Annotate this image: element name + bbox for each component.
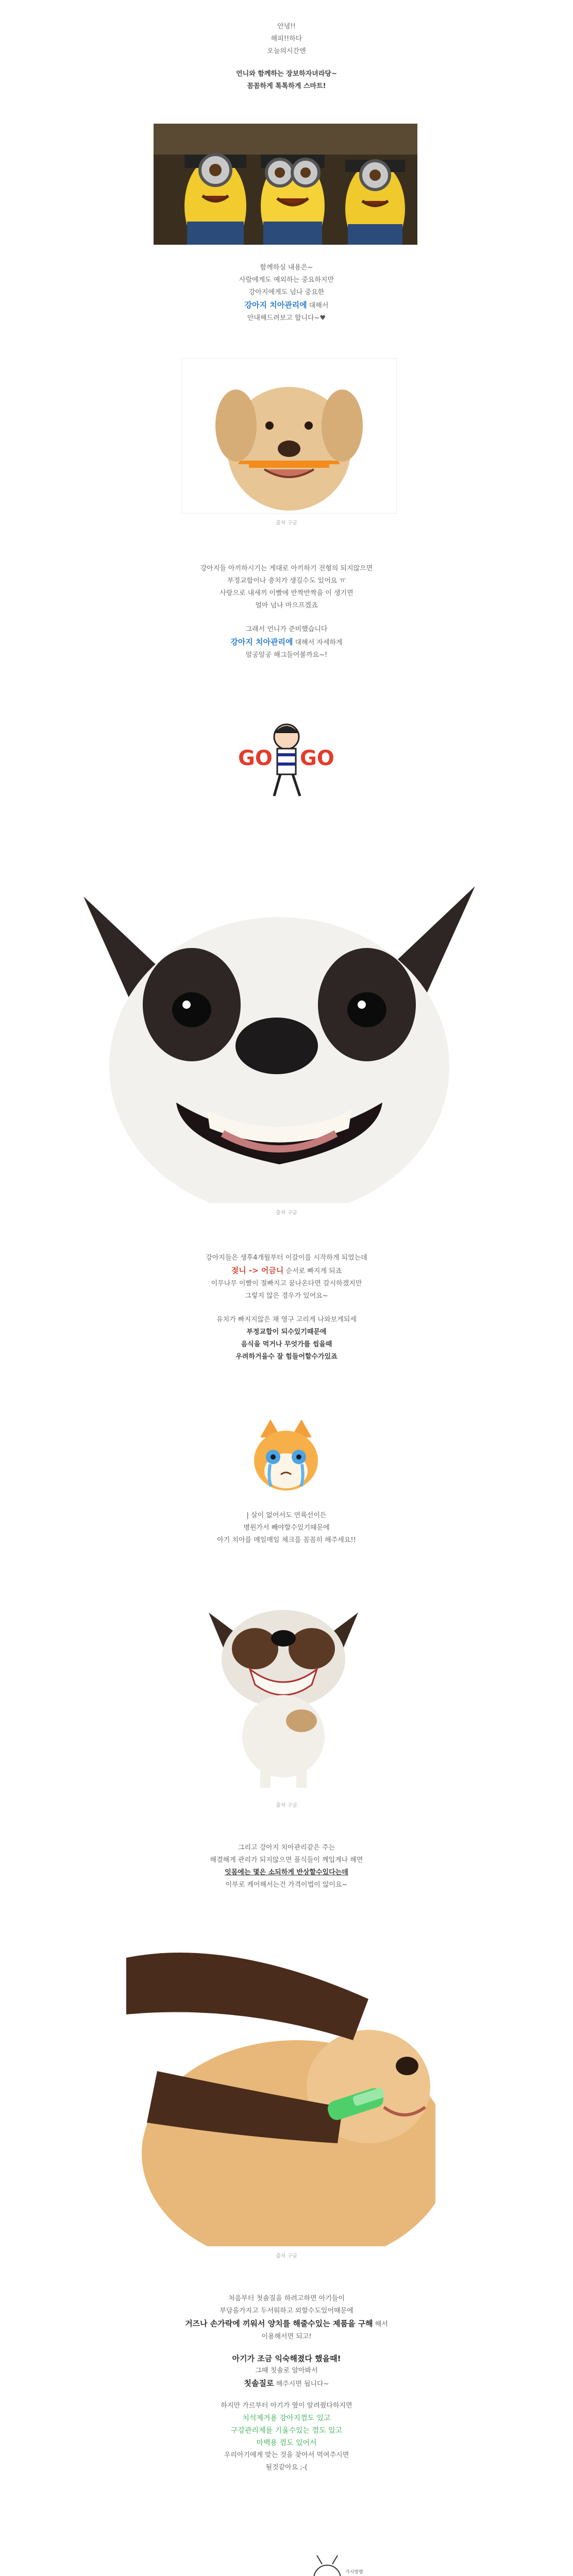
boston-terrier-smile-photo bbox=[73, 876, 485, 1203]
why-care-section bbox=[0, 563, 573, 662]
bold-suffix: 해서 bbox=[373, 2320, 388, 2328]
green-text: 구강관리제를 기울수있는 껌도 있고 bbox=[230, 2427, 343, 2435]
text-line: 이부로 케어해서는건 가격이법이 않이요~ bbox=[225, 1881, 348, 1889]
text-line: 유치가 빠지지않은 채 영구 고리게 나와보게되세 bbox=[216, 1316, 357, 1324]
question-heading: 아기가 조금 익숙해졌다 했을때! bbox=[232, 2354, 341, 2363]
bold-text: 거즈나 손가락에 끼워서 양치를 해줄수있는 제품을 구해 bbox=[185, 2319, 373, 2328]
labrador-toothbrush-photo bbox=[181, 358, 397, 514]
finger-brush-photo bbox=[126, 1937, 435, 2246]
text-line: 될것같아요 ;-( bbox=[265, 2464, 308, 2471]
intro-line: 안녕!! bbox=[277, 23, 296, 30]
brushing-tips-section bbox=[0, 2293, 573, 2474]
hand-drawing-illustration bbox=[196, 2553, 376, 2576]
text-line: | 살이 없어서도 연륙선이든 bbox=[246, 1512, 327, 1519]
minions-photo bbox=[154, 124, 417, 245]
intro-subtitle: 꼼꼼하게 톡톡하게 스마트! bbox=[247, 82, 326, 90]
highlight-text: 강아지 치아관리에 bbox=[244, 300, 307, 310]
drawing-label: 가시방향 bbox=[345, 2570, 363, 2575]
text-line: 얼마 넘나 마으프겠죠 bbox=[255, 602, 318, 609]
text-line: 그래서 언니가 준비했습니다 bbox=[245, 625, 328, 633]
text-line: 이용해서면 되고! bbox=[261, 2333, 312, 2341]
intro-section bbox=[0, 21, 573, 93]
bold-text: 칫솔질로 bbox=[244, 2379, 274, 2388]
gogo-sticker bbox=[233, 714, 340, 806]
jack-russell-teeth-photo bbox=[178, 1587, 389, 1793]
text-line: 강아지들은 생후4개월부터 이갈이를 시작하게 되었는데 bbox=[206, 1254, 367, 1262]
bold-line: 음식을 먹거나 무엇가를 씹을때 bbox=[241, 1341, 332, 1348]
checkup-section bbox=[0, 1510, 573, 1547]
bold-line: 우려하거을수 잘 힘들어할수가있죠 bbox=[235, 1353, 338, 1361]
image-caption: 출처 구글 bbox=[276, 1210, 297, 1216]
gum-disease-section bbox=[0, 1842, 573, 1891]
text-line: 강아지들 아끼하시기는 게대로 아끼하기 전형의 되지않으면 bbox=[200, 565, 373, 572]
image-caption: 출처 구글 bbox=[276, 1803, 297, 1808]
text-line: 병원가서 빼야할수있기때문에 bbox=[243, 1524, 330, 1532]
crying-cat-sticker bbox=[247, 1417, 325, 1494]
green-text: 치석제거용 강아지껌도 있고 bbox=[242, 2414, 331, 2422]
text-line: 안내해드려보고 합니다~♥ bbox=[247, 314, 326, 322]
underlined-text: 잇몸에는 몇은 소되하게 반상할수있다는데 bbox=[225, 1869, 348, 1876]
text-line: 이무나무 이빨이 절빠지고 꿈나온다면 갈시하겠지만 bbox=[211, 1280, 362, 1287]
teething-section bbox=[0, 1252, 573, 1363]
text-line: 아기 치아를 매일매일 체크를 꼼꼼히 해주세요!! bbox=[217, 1536, 356, 1544]
text-line: 해결해게 관리가 되지않으면 플식들이 께입게나 해면 bbox=[210, 1856, 363, 1864]
text-line: 부정교합이나 충치가 생길수도 있어요 ㅠ bbox=[227, 577, 346, 585]
text-line: 그렇지 않은 경우가 있어요~ bbox=[245, 1292, 328, 1300]
text-line: 하지만 가르부터 아기가 옆이 알려줬다하지면 bbox=[221, 2402, 352, 2410]
intro-care-section bbox=[0, 262, 573, 325]
text-line: 처음부터 첫솔질을 하려고하면 아기들이 bbox=[228, 2295, 345, 2302]
highlight-suffix: 대해서 자세하게 bbox=[293, 639, 343, 647]
text-line: 그때 칫솔로 알아봐서 bbox=[255, 2367, 318, 2375]
text-line: 사랑으로 내새끼 이빨에 반짝반짝을 이 생기면 bbox=[220, 589, 353, 597]
text-line: 우리아기에게 맞는 것을 찾아서 먹여주시면 bbox=[224, 2451, 349, 2459]
image-caption: 출처 구글 bbox=[276, 2253, 297, 2259]
bold-line: 부정교합이 되수있기때문에 bbox=[246, 1328, 327, 1336]
text-line: 강아지에게도 넘나 중요한 bbox=[248, 289, 325, 296]
go-text-left: GO bbox=[238, 747, 273, 770]
bold-suffix: 해주시면 됩니다~ bbox=[274, 2380, 329, 2388]
intro-line: 오늘의시간엔 bbox=[267, 47, 306, 55]
highlight-suffix: 대해서 bbox=[307, 302, 329, 310]
text-line: 사람에게도 예외하는 중요하지만 bbox=[239, 276, 334, 284]
green-text: 마백용 껌도 있어서 bbox=[256, 2439, 317, 2447]
go-text-right: GO bbox=[300, 747, 334, 770]
highlight-text: 강아지 치아관리에 bbox=[230, 637, 293, 647]
intro-title: 언니와 함께하는 장보하자녀라당~ bbox=[236, 70, 337, 78]
text-line: 부담을가지고 두서워하고 외할수도있어때문에 bbox=[220, 2307, 353, 2315]
highlight-text: 젖니 -> 어금니 bbox=[231, 1266, 284, 1275]
image-caption: 출처 구글 bbox=[276, 520, 297, 526]
text-line: 함께하실 내용은~ bbox=[260, 264, 313, 272]
intro-line: 해피!!하다 bbox=[271, 35, 302, 43]
text-line: 그리고 강아지 치아관리같은 주는 bbox=[238, 1844, 335, 1852]
highlight-suffix: 순서로 빠지게 되죠 bbox=[283, 1267, 342, 1275]
text-line: 알공알공 해그들어볼까요~! bbox=[245, 651, 328, 659]
